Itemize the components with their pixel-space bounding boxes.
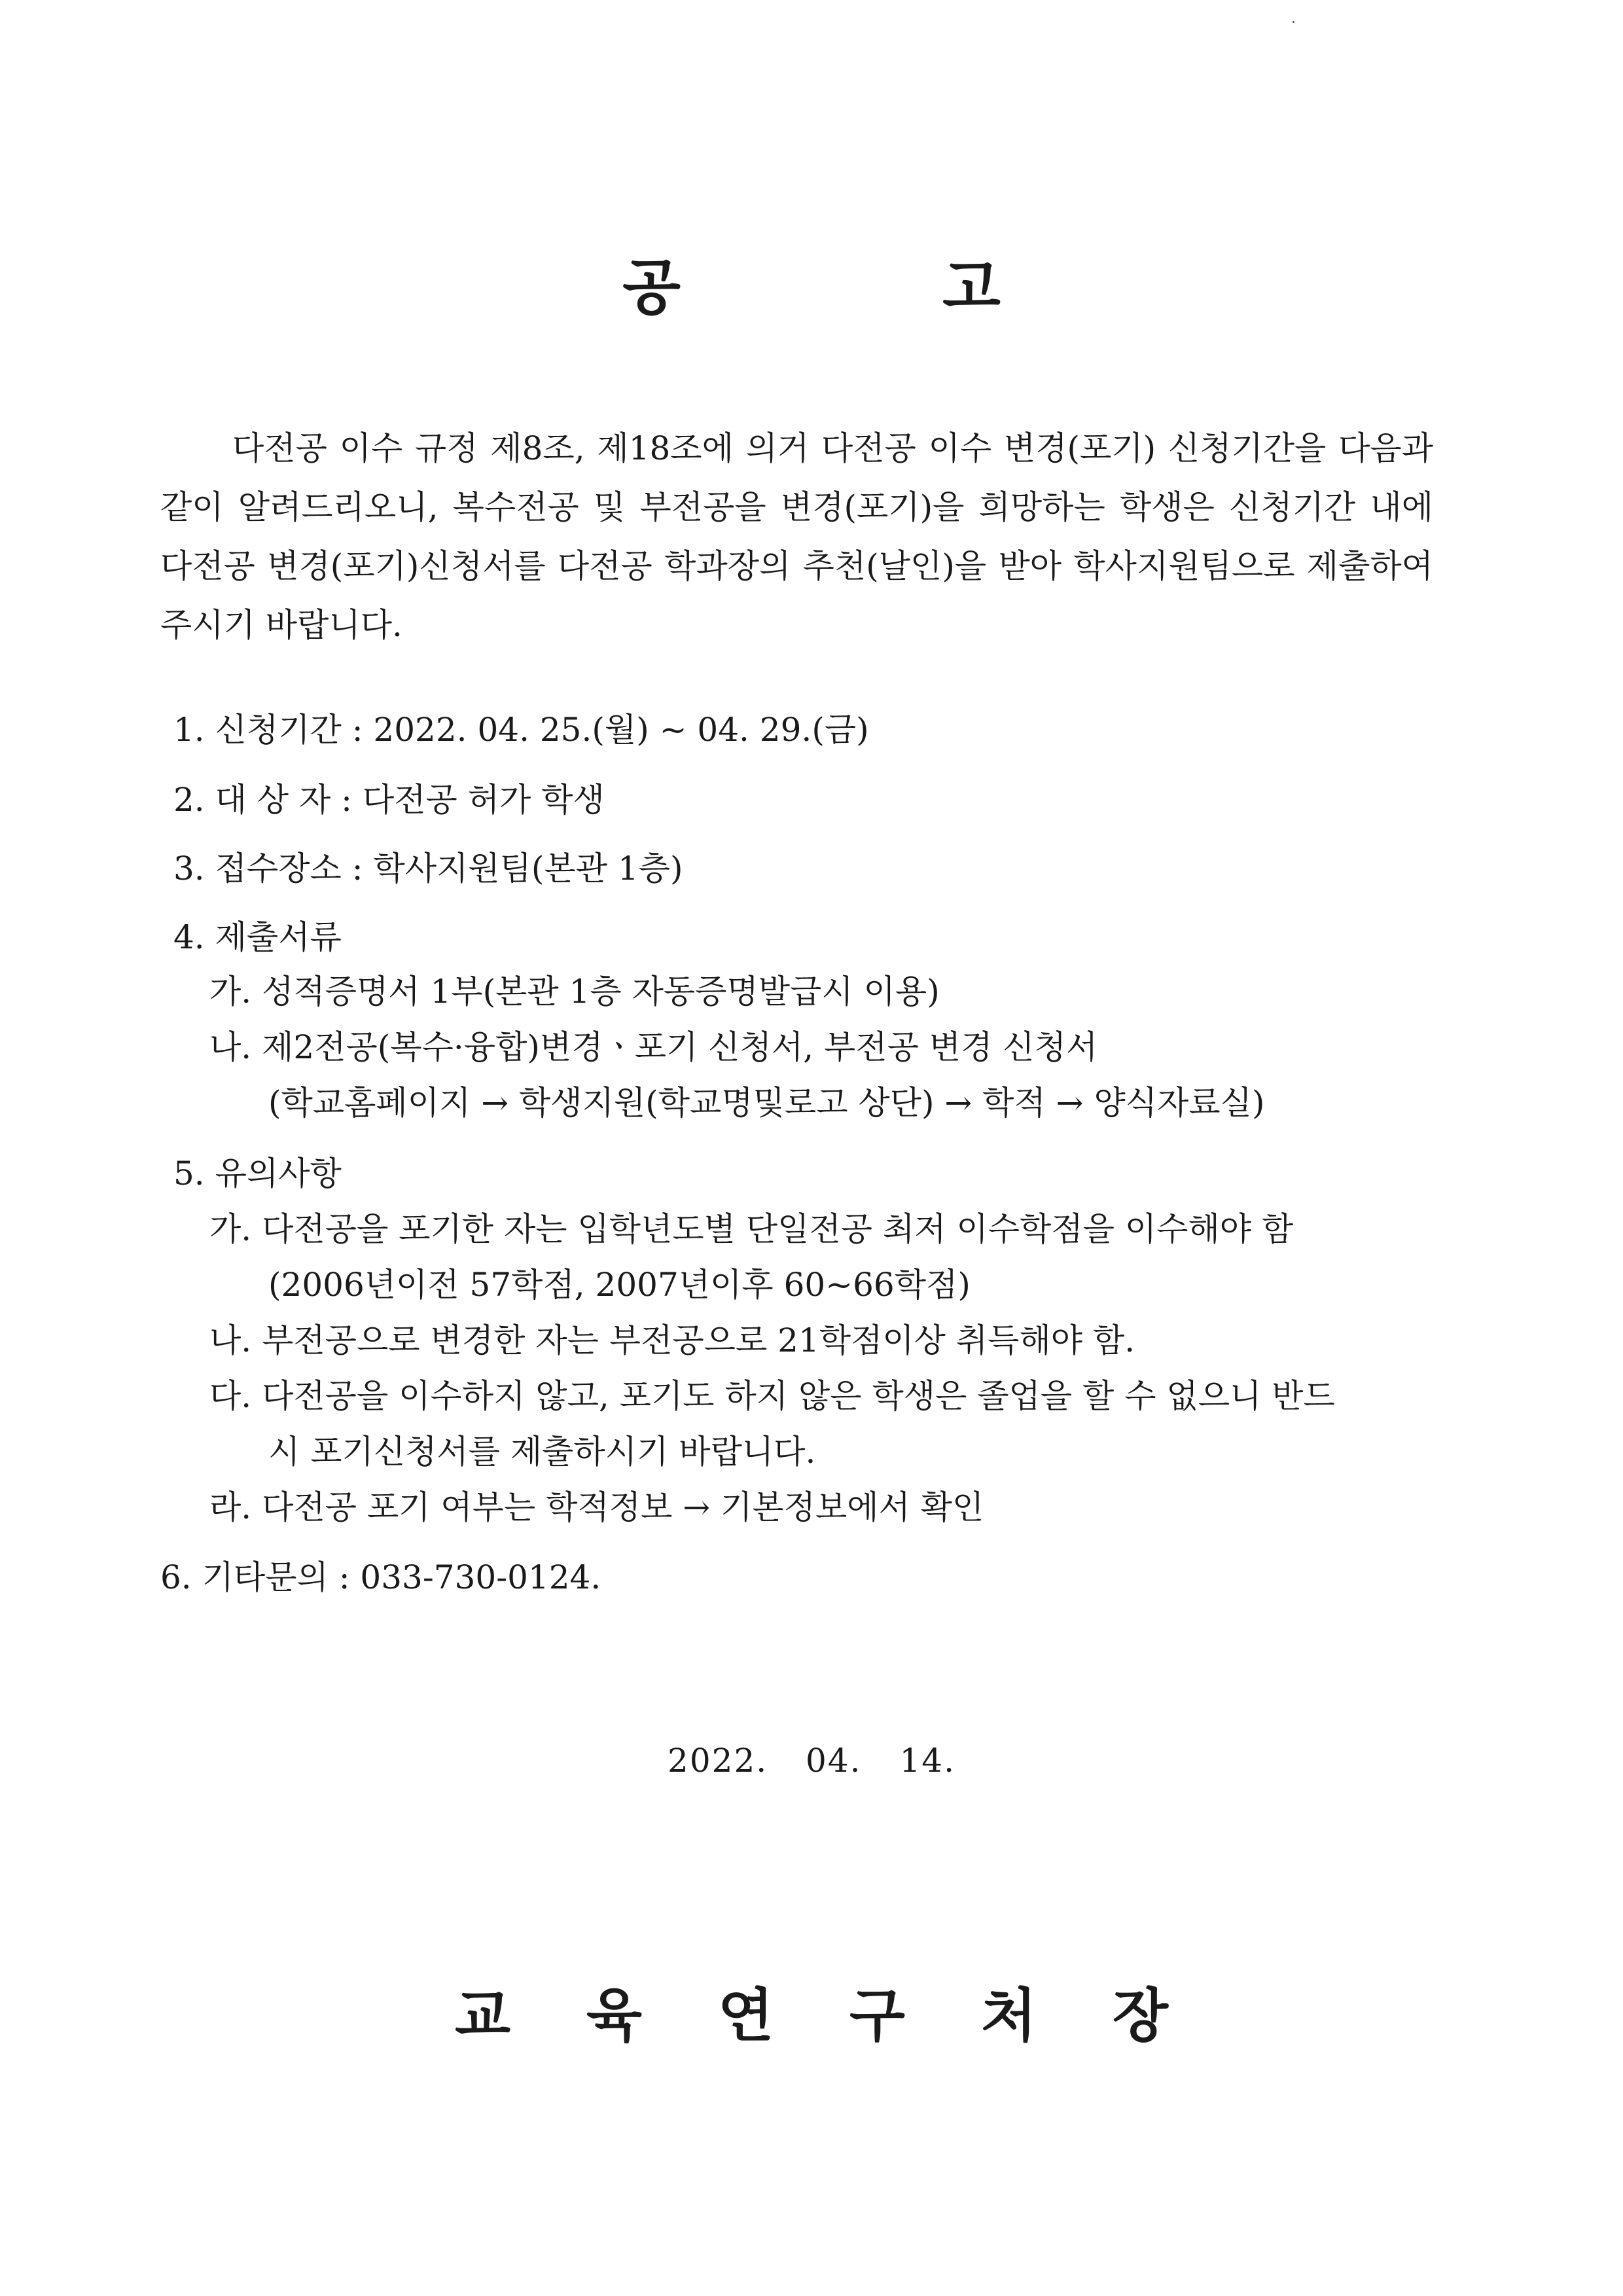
signature-char-4: 구	[849, 1982, 906, 2049]
signature-char-5: 처	[981, 1982, 1037, 2049]
item-6-contact: 6. 기타문의 : 033-730-0124.	[160, 1558, 601, 1596]
item-3-location: 3. 접수장소 : 학사지원팀(본관 1층)	[173, 850, 683, 888]
item-5-sub-d: 라. 다전공 포기 여부는 학적정보 → 기본정보에서 확인	[209, 1488, 984, 1526]
item-5-sub-c-cont: 시 포기신청서를 제출하시기 바랍니다.	[268, 1433, 816, 1471]
issuer-signature	[0, 1977, 1623, 2055]
item-5-sub-c: 다. 다전공을 이수하지 않고, 포기도 하지 않은 학생은 졸업을 할 수 없으니 반드	[209, 1377, 1335, 1415]
signature-char-2: 육	[586, 1982, 642, 2049]
signature-char-3: 연	[717, 1982, 774, 2049]
item-1-application-period: 1. 신청기간 : 2022. 04. 25.(월) ~ 04. 29.(금)	[173, 711, 869, 749]
item-5-sub-a: 가. 다전공을 포기한 자는 입학년도별 단일전공 최저 이수학점을 이수해야 함	[209, 1210, 1294, 1248]
title-char-2: 고	[942, 253, 1001, 323]
item-2-eligible: 2. 대 상 자 : 다전공 허가 학생	[173, 781, 605, 819]
item-4-sub-b-path: (학교홈페이지 → 학생지원(학교명및로고 상단) → 학적 → 양식자료실)	[268, 1084, 1265, 1122]
signature-char-1: 교	[454, 1982, 510, 2049]
item-5-sub-a-credits: (2006년이전 57학점, 2007년이후 60~66학점)	[268, 1266, 971, 1304]
document-title	[0, 249, 1623, 327]
item-4-sub-b: 나. 제2전공(복수·융합)변경ㆍ포기 신청서, 부전공 변경 신청서	[209, 1028, 1098, 1066]
notice-date: 2022. 04. 14.	[668, 1742, 955, 1780]
scan-speck	[1293, 21, 1294, 23]
intro-paragraph: 다전공 이수 규정 제8조, 제18조에 의거 다전공 이수 변경(포기) 신청기간을 다음과 같이 알려드리오니, 복수전공 및 부전공을 변경(포기)을 희망하는 학생은 신청기간 내에 다전공 변경(포기)신청서를 다전공 학과장의 추천(날인)을 받아 학사지원팀으로 제출하여 주시기 바랍니다.	[160, 429, 1433, 644]
item-4-sub-a: 가. 성적증명서 1부(본관 1층 자동증명발급시 이용)	[209, 973, 940, 1011]
item-4-documents: 4. 제출서류	[173, 918, 342, 956]
signature-char-6: 장	[1113, 1982, 1169, 2049]
title-char-1: 공	[622, 253, 681, 323]
item-5-notes: 5. 유의사항	[173, 1155, 342, 1193]
item-5-sub-b: 나. 부전공으로 변경한 자는 부전공으로 21학점이상 취득해야 함.	[209, 1321, 1135, 1359]
